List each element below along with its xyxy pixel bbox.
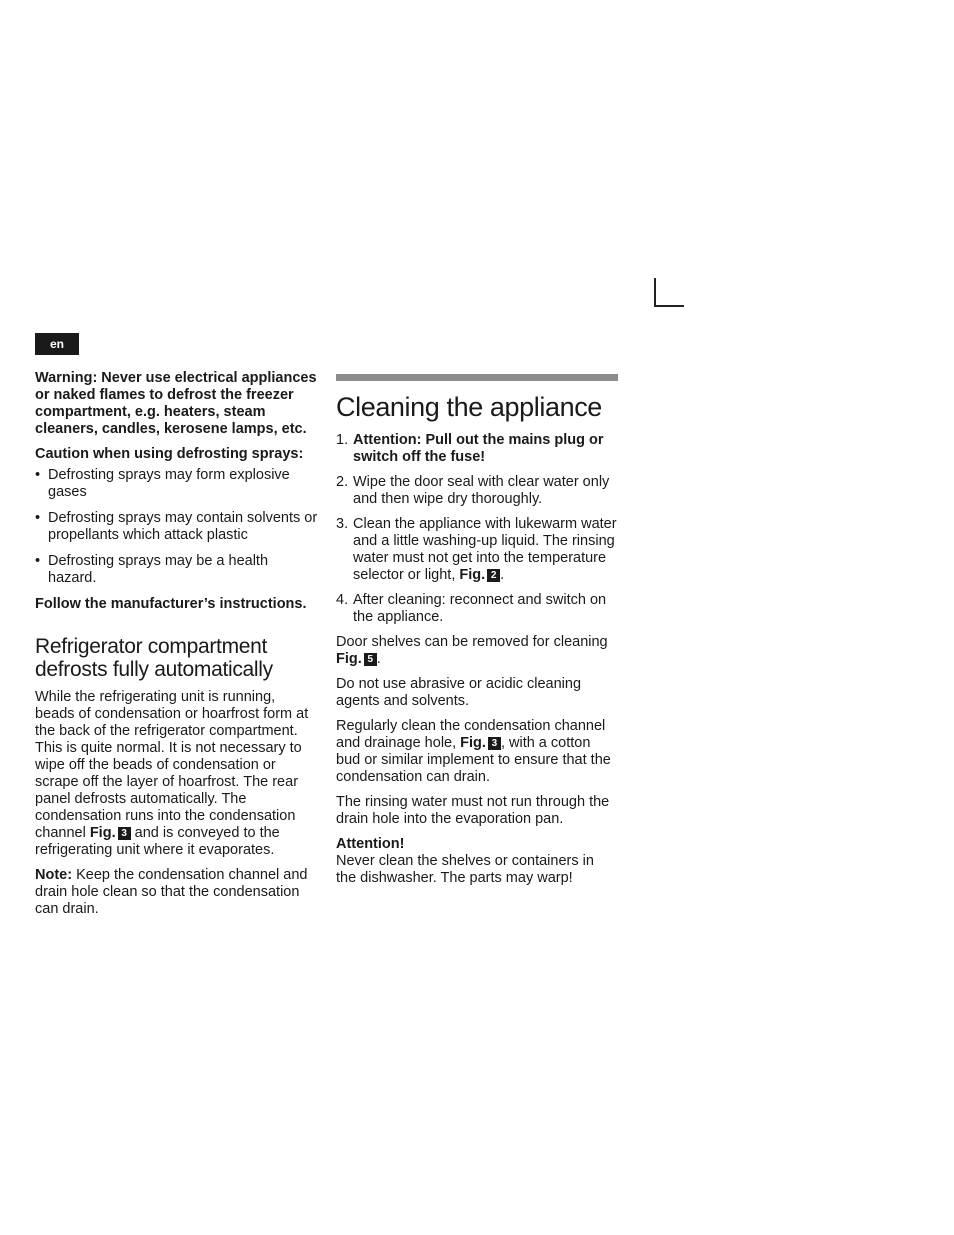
list-item: • Defrosting sprays may contain solvents or propellants which attack plastic xyxy=(35,510,318,544)
fig-reference: Fig. xyxy=(336,651,362,667)
door-shelves-paragraph: Door shelves can be removed for cleaning Fig. 5 . xyxy=(336,634,608,667)
defrost-paragraph: While the refrigerating unit is running, beads of condensation or hoarfrost form at the back of the refrigerator compartment. This is quite normal. It is not necessary to wipe off the beads of condensation or scrape off the layer of hoarfrost. The rear panel defrosts automatically. The condensation runs into the condensation channel Fig. 3 and is conveyed to the refrigerating unit where it evaporates. xyxy=(35,689,309,858)
rinsing-paragraph: The rinsing water must not run through the drain hole into the evaporation pan. xyxy=(336,794,610,827)
fig-reference: Fig. xyxy=(460,735,486,751)
fig-number-badge: 3 xyxy=(488,737,501,750)
step-item: 3. Clean the appliance with lukewarm water and a little washing-up liquid. The rinsing water must not get into the temperature selector or light, Fig. 2 . xyxy=(336,516,617,583)
caution-heading: Caution when using defrosting sprays: xyxy=(35,446,304,462)
fig-reference: Fig. xyxy=(459,567,486,583)
crop-mark-vertical xyxy=(654,278,656,306)
fig-reference: Fig. xyxy=(89,825,116,841)
list-item: • Defrosting sprays may be a health hazard. xyxy=(35,553,318,587)
left-column xyxy=(35,370,318,918)
warning-text: Warning: Never use electrical appliances or naked flames to defrost the freezer compartment, e.g. heaters, steam cleaners, candles, kerosene lamps, etc. xyxy=(35,370,317,437)
fig-number-badge: 3 xyxy=(118,827,131,840)
cleaning-steps xyxy=(336,432,618,626)
attention-label: Attention! xyxy=(336,836,405,852)
regularly-clean-paragraph: Regularly clean the condensation channel and drainage hole, Fig. 3 , with a cotton bud or similar implement to ensure that the condensation can drain. xyxy=(336,718,611,785)
language-tab: en xyxy=(35,333,79,355)
note-paragraph: Note: Keep the condensation channel and drain hole clean so that the condensation can drain. xyxy=(35,867,308,917)
page-title: Cleaning the appliance xyxy=(336,392,602,422)
caution-list xyxy=(35,467,318,587)
fig-number-badge: 5 xyxy=(364,653,377,666)
abrasive-paragraph: Do not use abrasive or acidic cleaning agents and solvents. xyxy=(336,676,582,709)
list-item: • Defrosting sprays may form explosive gases xyxy=(35,467,318,501)
section-bar xyxy=(336,374,618,381)
fig-number-badge: 2 xyxy=(487,569,500,582)
step-item: 1. Attention: Pull out the mains plug or switch off the fuse! xyxy=(336,432,604,465)
crop-mark-horizontal xyxy=(654,305,684,307)
attention-text: Never clean the shelves or containers in the dishwasher. The parts may warp! xyxy=(336,853,594,886)
section-heading-defrost: Refrigerator compartment defrosts fully automatically xyxy=(35,635,273,681)
step-item: 4. After cleaning: reconnect and switch on the appliance. xyxy=(336,592,607,625)
follow-instructions: Follow the manufacturer’s instructions. xyxy=(35,596,307,612)
right-column xyxy=(336,374,618,887)
step-item: 2. Wipe the door seal with clear water only and then wipe dry thoroughly. xyxy=(336,474,610,507)
note-label: Note: xyxy=(35,867,73,883)
